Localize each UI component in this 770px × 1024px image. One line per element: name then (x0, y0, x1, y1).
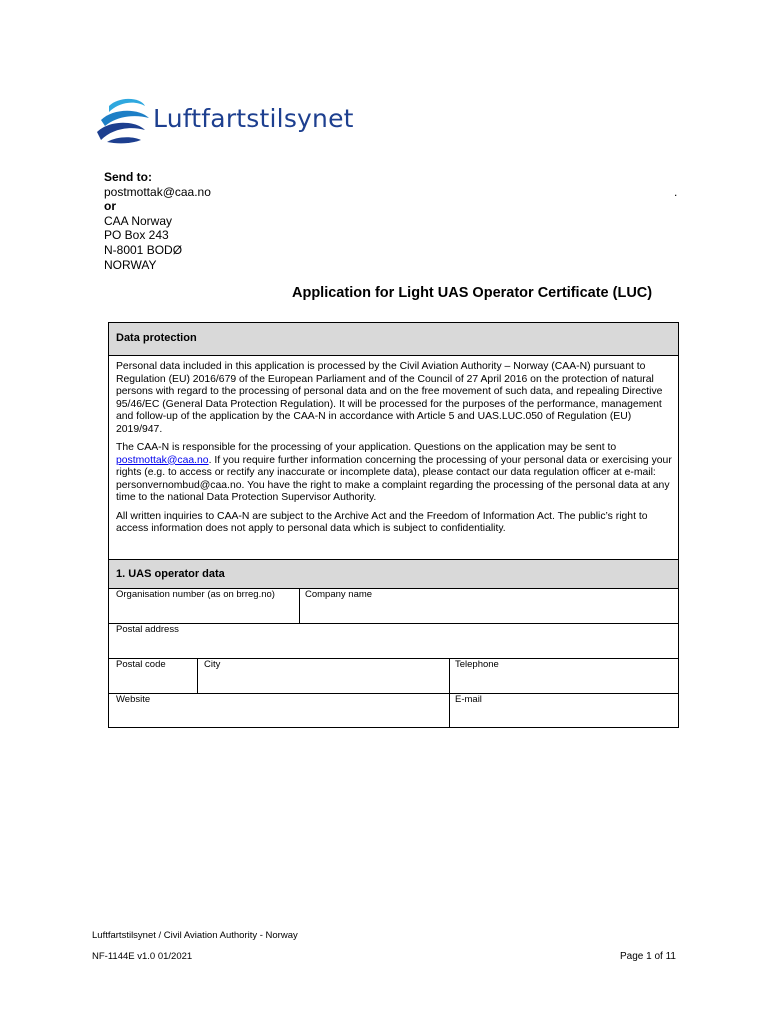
data-protection-para1: Personal data included in this application is processed by the Civil Aviation Authority – Norway (CAA-N) pursuant to Regulation (EU) 2016/679 of the European Parliament and of the Council of 27 April 2016 on the protection of natural persons with regard to the processing of personal data and on the free movement of such data, and repealing Directive 95/46/EC (General Data Protection Regulation). It will be processed for the purposes of the performance, management and follow-up of the application by the CAA-N in accordance with Article 5 and UAS.LUC.050 of Regulation (EU) 2019/947. (116, 361, 663, 435)
divider (449, 693, 450, 727)
org-number-label: Organisation number (as on brreg.no) (116, 589, 275, 600)
postmottak-email-link[interactable]: postmottak@caa.no (116, 454, 209, 466)
send-to-po-box: PO Box 243 (104, 228, 169, 243)
send-to-postcode-city: N-8001 BODØ (104, 242, 183, 257)
form-table (108, 322, 679, 728)
divider (299, 588, 300, 623)
footer-authority: Luftfartstilsynet / Civil Aviation Authority - Norway (92, 930, 298, 941)
operator-data-heading: 1. UAS operator data (116, 568, 225, 580)
footer-form-id: NF-1144E v1.0 01/2021 (92, 951, 193, 962)
send-to-or: or (104, 199, 116, 214)
para2-pre: The CAA-N is responsible for the processing of your application. Questions on the application may be sent to (116, 442, 617, 453)
data-protection-para2 (116, 442, 672, 505)
data-protection-text (116, 361, 672, 542)
divider (109, 658, 678, 659)
divider (449, 658, 450, 693)
send-to-address (104, 170, 211, 272)
postal-address-label: Postal address (116, 624, 179, 635)
para2-post: . If you require further information concerning the processing of your personal data or exercising your rights (e.g. to access or rectify any inaccurate or incomplete data), please contact our data regulation officer at e-mail: personvernombud@caa.no. You have the right to make a complaint regarding the processing of the personal data at any time to the national Data Protection Supervisor Authority. (116, 454, 672, 503)
data-protection-heading: Data protection (116, 332, 197, 344)
stray-dot: . (674, 185, 678, 199)
divider (197, 658, 198, 693)
company-name-label: Company name (305, 589, 373, 600)
telephone-label: Telephone (455, 659, 499, 670)
send-to-org: CAA Norway (104, 213, 173, 228)
send-to-country: NORWAY (104, 257, 157, 272)
email-label: E-mail (455, 694, 482, 705)
postal-code-label: Postal code (116, 659, 166, 670)
footer-page-number: Page 1 of 11 (620, 951, 676, 962)
divider (109, 693, 678, 694)
data-protection-para3: All written inquiries to CAA-N are subject to the Archive Act and the Freedom of Information Act. The public’s right to access information does not apply to personal data which is subject to confidentiality. (116, 510, 648, 534)
data-protection-header (109, 323, 678, 355)
operator-data-header (109, 560, 678, 588)
logo-text: Luftfartstilsynet (153, 104, 354, 133)
website-label: Website (116, 694, 151, 705)
divider (109, 355, 678, 356)
logo-mark-icon (95, 98, 153, 144)
logo (95, 98, 365, 150)
send-to-email: postmottak@caa.no (104, 184, 211, 199)
divider (109, 623, 678, 624)
page-title: Application for Light UAS Operator Certificate (LUC) (292, 285, 653, 301)
city-label: City (204, 659, 221, 670)
send-to-heading: Send to: (104, 170, 152, 184)
